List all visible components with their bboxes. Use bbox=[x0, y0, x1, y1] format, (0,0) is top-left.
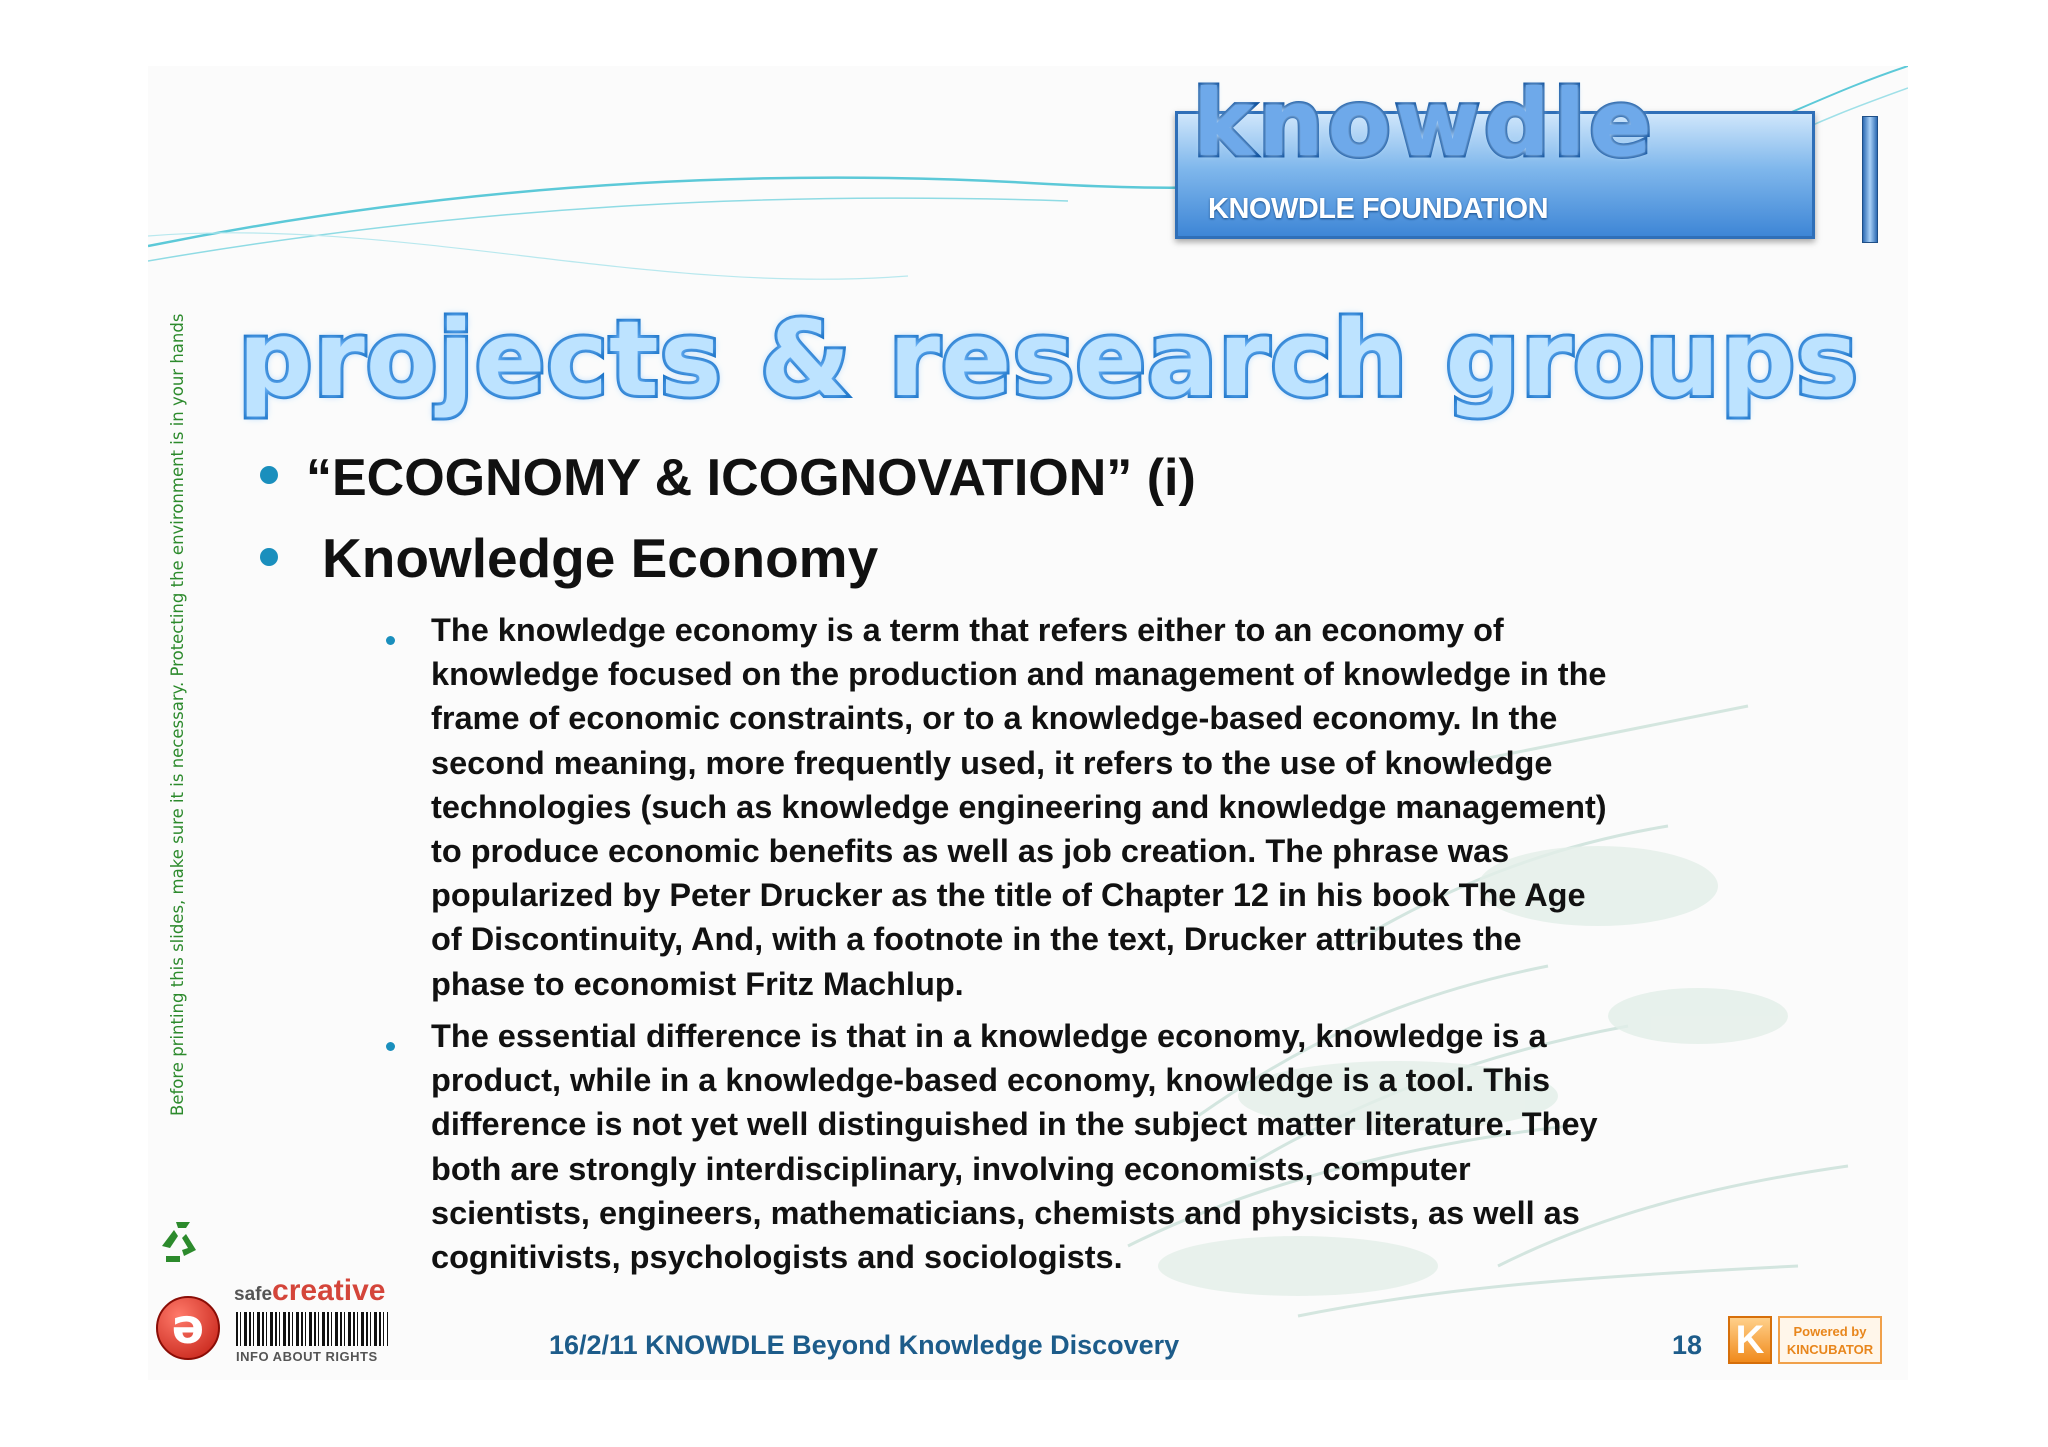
powered-by-badge bbox=[1778, 1316, 1882, 1364]
bullet-dot bbox=[260, 466, 278, 484]
kincubator-k-logo: K bbox=[1728, 1316, 1772, 1364]
paragraph-essential-difference: The essential difference is that in a knowledge economy, knowledge is a product, while in a knowledge-based economy, knowledge is a tool. This difference is not yet well distinguished in the subject matter literature. They both are strongly interdisciplinary, involving economists, computer scientists, engineers, mathematicians, chemists and physicists, as well as cognitivists, psychologists and sociologists. bbox=[431, 1018, 1598, 1276]
brand-creative: creative bbox=[272, 1274, 386, 1307]
info-about-rights-link[interactable]: INFO ABOUT RIGHTS bbox=[236, 1349, 378, 1364]
heading-ecognomy: “ECOGNOMY & ICOGNOVATION” (i) bbox=[306, 449, 1196, 507]
powered-by-line: Powered by bbox=[1793, 1324, 1867, 1339]
paragraph-knowledge-economy: The knowledge economy is a term that refers either to an economy of knowledge focused on the production and management of knowledge in the frame of economic constraints, or to a knowledge-based economy. In the second meaning, more frequently used, it refers to the use of knowledge technologies (such as knowledge engineering and knowledge management) to produce economic benefits as well as job creation. The phrase was popularized by Peter Drucker as the title of Chapter 12 in his book The Age of Discontinuity, And, with a footnote in the text, Drucker attributes the phase to economist Fritz Machlup. bbox=[431, 612, 1607, 1002]
brand-safe: safe bbox=[234, 1284, 273, 1305]
safecreative-brand[interactable] bbox=[234, 1274, 385, 1308]
safecreative-seal[interactable]: ə bbox=[156, 1296, 220, 1360]
recycle-icon bbox=[156, 1216, 200, 1264]
slide bbox=[148, 66, 1908, 1380]
sub-bullet-dot bbox=[386, 636, 395, 645]
logo-wordmark: knowdle bbox=[1193, 70, 1656, 177]
logo-subtitle: KNOWDLE FOUNDATION bbox=[1208, 193, 1549, 225]
logo-side-bar bbox=[1862, 116, 1878, 243]
sub-bullet-dot bbox=[386, 1042, 395, 1051]
barcode-icon bbox=[236, 1312, 388, 1346]
kincubator-line: KINCUBATOR bbox=[1786, 1342, 1874, 1357]
footer-text: 16/2/11 KNOWDLE Beyond Knowledge Discovery bbox=[549, 1330, 1180, 1360]
slide-title: projects & research groups bbox=[238, 298, 1859, 420]
bullet-dot bbox=[260, 548, 278, 566]
environment-note: Before printing this slides, make sure it is necessary. Protecting the environment is in your hands bbox=[168, 313, 187, 1116]
heading-knowledge-economy: Knowledge Economy bbox=[322, 527, 879, 589]
page-number: 18 bbox=[1672, 1330, 1703, 1360]
